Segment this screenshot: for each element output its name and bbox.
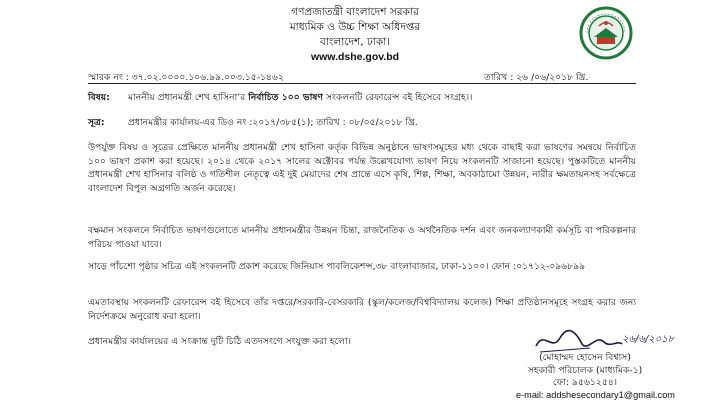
memo-date: তারিখ : ২৬ /০৬/২০১৮ খ্রি. xyxy=(484,72,589,83)
signatory-email[interactable]: e-mail: addshesecondary1@gmail.com xyxy=(516,390,675,400)
subject-text-bold: নির্বাচিত ১০০ ভাষণ xyxy=(248,92,324,103)
subject-line xyxy=(128,92,472,104)
header-government: গণপ্রজাতন্ত্রী বাংলাদেশ সরকার xyxy=(291,6,419,18)
divider xyxy=(88,83,636,84)
header-website[interactable]: www.dshe.gov.bd xyxy=(310,51,400,63)
header-location: বাংলাদেশ, ঢাকা। xyxy=(319,36,391,48)
paragraph-request: এমতাবস্থায় সংকলনটি রেফারেন্স বই হিসেবে তাঁর দপ্তরে/সরকারি-বেসরকারি (স্কুল/কলেজ/বিশ্ববিদ্যালয় কলেজ) শিক্ষা প্রতিষ্ঠানসমূহে সংগ্রহ করার জন্য নির্দেশক্রমে অনুরোধ করা হলো। xyxy=(88,297,636,322)
paragraph-attachment: প্রধানমন্ত্রীর কার্যালয়ের এ সংক্রান্ত দুটি চিঠি এতদসংগে সংযুক্ত করা হলো। xyxy=(88,336,352,347)
memo-reference: স্মারক নং : ৩৭.০২.০০০০.১০৬.৯৯.০০৩.১৫-১৪৬২ xyxy=(88,72,284,83)
signatory-phone: ফো: ৯৫৬১২৫৪। xyxy=(552,377,618,388)
government-seal-icon xyxy=(579,6,633,60)
subject-label: বিষয়: xyxy=(88,92,110,103)
signature-date: ২৬/৬/২০১৮ xyxy=(622,334,675,345)
subject-text-end: সংকলনটি রেফারেন্স বই হিসেবে সংগ্রহ।। xyxy=(325,92,473,103)
paragraph-publisher: সাড়ে পাঁচশো পৃষ্ঠার সচিত্র এই সংকলনটি প্রকাশ করেছে জিনিয়াস পাবলিকেশন্স,৩৮ বাংলাবাজার, ঢাকা-১১০০। ফোন :০১৭১২-০৯৬৮৯৯ xyxy=(88,261,586,272)
source-label: সূত্র: xyxy=(88,117,105,128)
source-text: প্রধানমন্ত্রীর কার্যালয়-এর ডিও নং :২০১৭/৩৮৫(১); তারিখ : ০৮/০৫/২০১৮ খ্রি. xyxy=(128,117,418,128)
paragraph-intro: উপর্যুক্ত বিষয় ও সূত্রের প্রেক্ষিতে মাননীয় প্রধানমন্ত্রী শেখ হাসিনা কর্তৃক বিভিন্ন অনুষ্ঠানে ভাষণসমূহের মধ্য থেকে বাছাই করা ভাষণের সমন্বয়ে নির্বাচিত ১০০ ভাষণ প্রকাশ করা হয়েছে। ২০১৪ থেকে ২০১৭ সালের অক্টোবর পর্যন্ত উল্লেখযোগ্য ভাষণ নিয়ে সংকলনটি সাজানো হয়েছে। পুস্তকটিতে মাননীয় প্রধানমন্ত্রী শেখ হাসিনার বলিষ্ঠ ও গতিশীল নেতৃত্বে এই দুই মেয়াদের শেষ প্রান্তে এসে কৃষি, শিল্প, শিক্ষা, অবকাঠামো উন্নয়ন, নারীর ক্ষমতায়নসহ সর্বক্ষেত্রে বাংলাদেশ বিপুল অগ্রগতি অর্জন করেছে। xyxy=(88,142,636,194)
header-directorate: মাধ্যমিক ও উচ্চ শিক্ষা অধিদপ্তর xyxy=(289,21,421,33)
paragraph-content: বক্ষমান সংকলনে নির্বাচিত ভাষণগুলোতে মাননীয় প্রধানমন্ত্রীর উন্নয়ন চিন্তা, রাজনৈতিক ও অর্থনৈতিক দর্শন এবং জনকল্যাণকামী কর্মসূচি বা পরিকল্পনার পরিচয় পাওয়া যাবে। xyxy=(88,225,636,250)
subject-text-start: মাননীয় প্রধানমন্ত্রী শেখ হাসিনা’র xyxy=(128,92,246,103)
signatory-designation: সহকারী পরিচালক (মাধ্যমিক-১) xyxy=(527,365,643,376)
signatory-name: (মোহাম্মদ হোসেন বিশ্বাস) xyxy=(539,352,631,363)
